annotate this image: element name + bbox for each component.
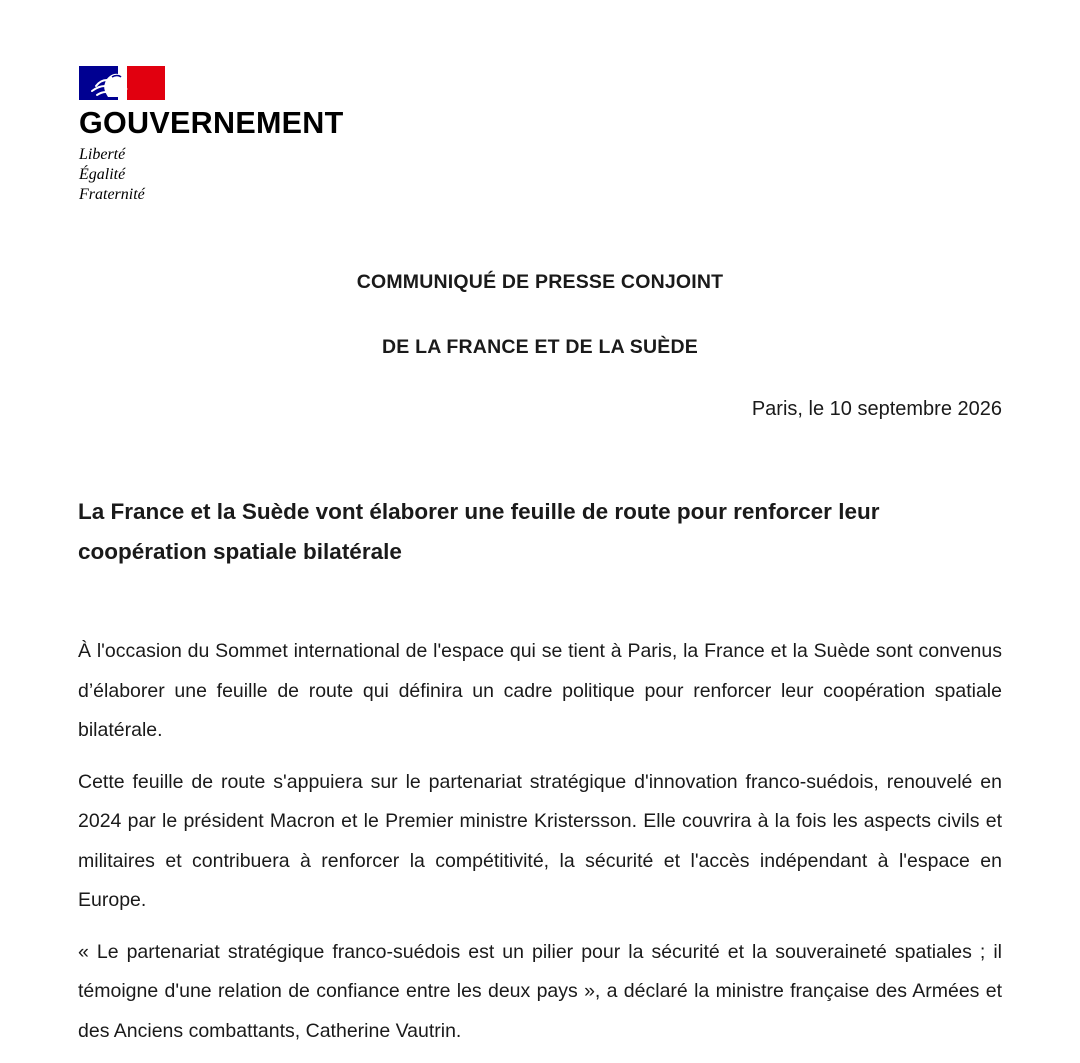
organization-name: GOUVERNEMENT — [79, 106, 344, 140]
motto-fraternite: Fraternité — [79, 186, 145, 203]
body-paragraph: Cette feuille de route s'appuiera sur le partenariat stratégique d'innovation franco-suédois, renouvelé en 2024 par le président Macron et le Premier ministre Kristersson. Elle couvrira à la fois les aspects civils et militaires et contribuera à renforcer la compétitivité, la sécurité et l'accès indépendant à l'espace en Europe. — [78, 770, 1002, 911]
government-letterhead — [79, 66, 344, 205]
marianne-logo-icon — [79, 66, 165, 100]
press-release-body — [78, 632, 1002, 1063]
release-heading-line-1: COMMUNIQUÉ DE PRESSE CONJOINT — [356, 271, 724, 293]
motto-liberte: Liberté — [79, 146, 126, 163]
press-release-title: La France et la Suède vont élaborer une feuille de route pour renforcer leur coopération spatiale bilatérale — [78, 499, 880, 564]
republic-motto — [79, 145, 344, 205]
body-paragraph: À l'occasion du Sommet international de l'espace qui se tient à Paris, la France et la Suède sont convenus d’élaborer une feuille de route qui définira un cadre politique pour renforcer leur coopération spatiale bilatérale. — [78, 640, 1002, 741]
dateline: Paris, le 10 septembre 2026 — [751, 398, 1002, 420]
body-paragraph: « Le partenariat stratégique franco-suédois est un pilier pour la sécurité et la souveraineté spatiales ; il témoigne d'une relation de confiance entre les deux pays », a déclaré la ministre française des Armées et des Anciens combattants, Catherine Vautrin. — [78, 940, 1002, 1042]
motto-egalite: Égalité — [79, 166, 126, 183]
release-heading-line-2: DE LA FRANCE ET DE LA SUÈDE — [382, 336, 698, 358]
